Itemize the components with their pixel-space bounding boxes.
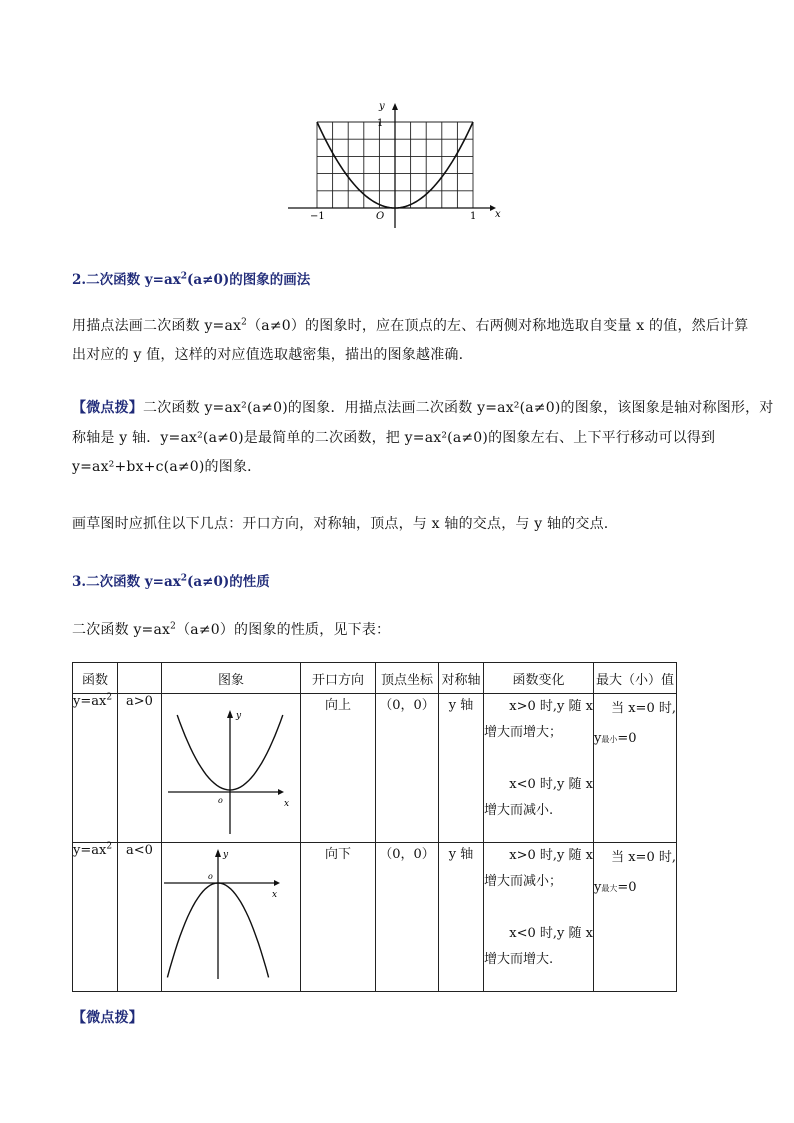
text-line: x<0 时,y 随 x	[509, 777, 593, 792]
heading-text: 3.二次函数 y=ax	[72, 574, 181, 590]
y-axis-label: y	[379, 101, 385, 112]
condition-cell: a>0	[118, 694, 162, 843]
text: 用描点法画二次函数 y=ax	[72, 318, 242, 334]
table-header-cell: 对称轴	[439, 663, 484, 694]
paragraph-line	[72, 618, 390, 642]
sup: 2	[241, 317, 248, 328]
section-3-heading	[72, 570, 270, 590]
heading-text: (a≠0)的图象的画法	[187, 272, 311, 288]
function-cell	[73, 694, 118, 843]
x-tick-label-1: 1	[470, 211, 477, 222]
parabola-grid-chart	[284, 100, 510, 232]
downward-parabola-graph	[162, 843, 300, 987]
max-min-cell	[594, 694, 677, 843]
change-cell	[484, 694, 594, 843]
properties-table	[72, 662, 677, 992]
change-cell	[484, 843, 594, 992]
vertex-cell: （0，0）	[376, 843, 439, 992]
axis-cell: y 轴	[439, 694, 484, 843]
text-line: 增大而增大；	[484, 725, 563, 740]
table-row	[73, 694, 677, 843]
heading-sup: 2	[180, 271, 188, 282]
sup: 2	[106, 841, 113, 852]
condition-cell: a<0	[118, 843, 162, 992]
table-row	[73, 843, 677, 992]
text-line: 当 x=0 时,	[611, 701, 676, 716]
heading-sup: 2	[180, 573, 188, 584]
vertex-cell: （0，0）	[376, 694, 439, 843]
text-line: x>0 时,y 随 x	[509, 848, 593, 863]
text: =0	[617, 731, 637, 746]
paragraph-line: 画草图时应抓住以下几点：开口方向，对称轴，顶点，与 x 轴的交点，与 y 轴的交点.	[72, 516, 609, 532]
y-axis-label: y	[236, 711, 242, 721]
max-min-cell	[594, 843, 677, 992]
paragraph-line: 称轴是 y 轴．y=ax²(a≠0)是最简单的二次函数，把 y=ax²(a≠0)的图象左右、上下平行移动可以得到	[72, 430, 716, 446]
sup: 2	[170, 621, 177, 632]
graph-cell	[162, 694, 301, 843]
origin-label: o	[208, 872, 213, 881]
table-header-cell: 函数	[73, 663, 118, 694]
text-line: 增大而减小；	[484, 874, 563, 889]
paragraph-line: 出对应的 y 值，这样的对应值选取越密集，描出的图象越准确.	[72, 347, 464, 363]
text: y=ax	[73, 843, 107, 858]
text: 二次函数 y=ax²(a≠0)的图象．用描点法画二次函数 y=ax²(a≠0)的图象，该图象是轴对称图形，对	[143, 400, 774, 416]
graph-cell	[162, 843, 301, 992]
text-line: x>0 时,y 随 x	[509, 699, 593, 714]
subscript: 最小	[601, 735, 618, 744]
x-axis-arrow	[278, 789, 284, 795]
section-2-heading	[72, 268, 310, 288]
text-line: x<0 时,y 随 x	[509, 926, 593, 941]
text: y=ax	[73, 694, 107, 709]
y-axis-arrow	[227, 710, 233, 718]
text-line	[594, 724, 676, 755]
table-header-cell: 函数变化	[484, 663, 594, 694]
y-axis-arrow	[392, 103, 398, 110]
table-header-cell: 开口方向	[301, 663, 376, 694]
upward-parabola-graph	[162, 694, 300, 838]
y-axis-label: y	[223, 850, 229, 860]
text: y	[594, 880, 602, 895]
text-line	[594, 873, 676, 904]
paragraph-line	[72, 314, 748, 338]
text-line: 增大而减小.	[484, 803, 554, 818]
origin-label: O	[376, 211, 385, 222]
function-cell	[73, 843, 118, 992]
tip-paragraph-line	[72, 396, 774, 420]
table-header-cell: 图象	[162, 663, 301, 694]
text-line: 增大而增大.	[484, 952, 554, 967]
table-header-cell: 顶点坐标	[376, 663, 439, 694]
heading-text: (a≠0)的性质	[187, 574, 270, 590]
x-axis-arrow	[274, 880, 280, 886]
sup: 2	[106, 692, 113, 703]
x-axis-label: x	[284, 799, 290, 809]
x-tick-label-neg1: −1	[310, 211, 325, 222]
footer-tip-label: 【微点拨】	[72, 1010, 143, 1026]
table-header-cell	[118, 663, 162, 694]
x-axis-label: x	[272, 890, 278, 900]
opening-cell: 向上	[301, 694, 376, 843]
text: （a≠0）的图象时，应在顶点的左、右两侧对称地选取自变量 x 的值，然后计算	[247, 318, 749, 334]
table-header-cell: 最大（小）值	[594, 663, 677, 694]
opening-cell: 向下	[301, 843, 376, 992]
text: =0	[617, 880, 637, 895]
y-tick-label-1: 1	[377, 118, 384, 129]
text: 二次函数 y=ax	[72, 622, 171, 638]
text: （a≠0）的图象的性质，见下表：	[176, 622, 391, 638]
table-header-row	[73, 663, 677, 694]
x-axis-label: x	[495, 209, 501, 220]
origin-label: o	[218, 796, 223, 805]
paragraph-line: y=ax²+bx+c(a≠0)的图象．	[72, 459, 262, 475]
text-line: 当 x=0 时,	[611, 850, 676, 865]
heading-text: 2.二次函数 y=ax	[72, 272, 181, 288]
y-axis-arrow	[215, 849, 221, 857]
axis-cell: y 轴	[439, 843, 484, 992]
tip-label: 【微点拨】	[72, 400, 143, 416]
subscript: 最大	[601, 884, 618, 893]
text: y	[594, 731, 602, 746]
